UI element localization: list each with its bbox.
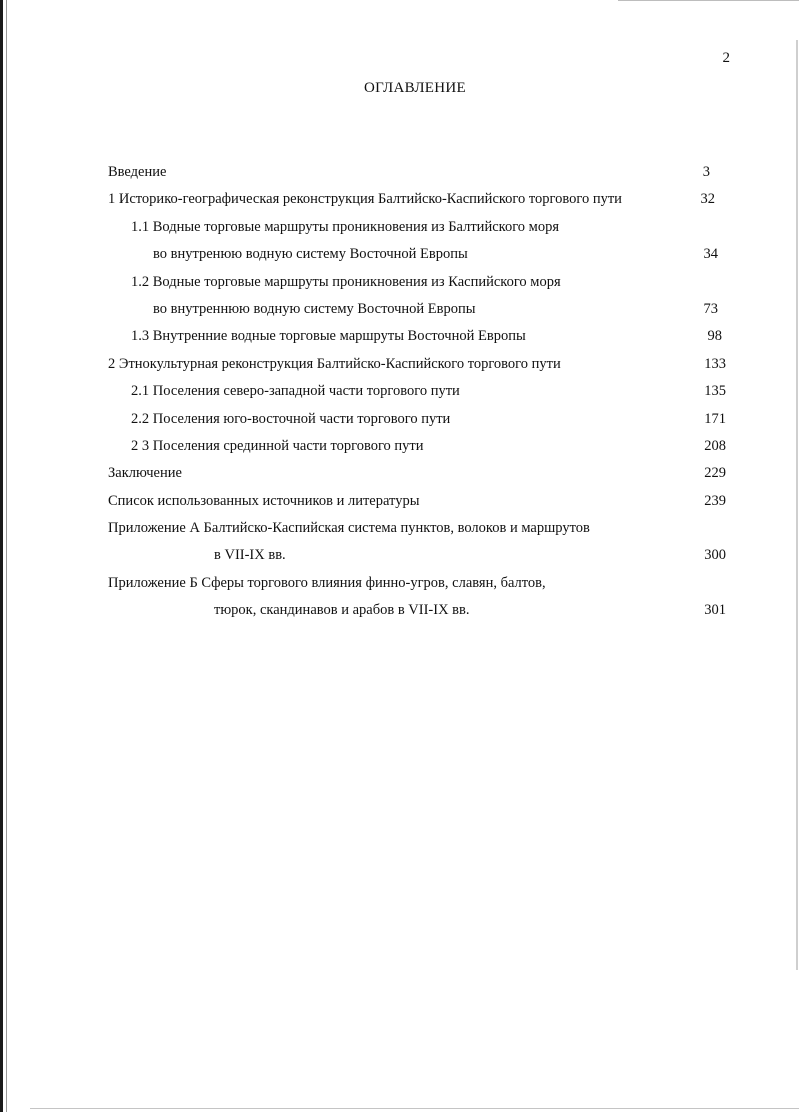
toc-row-appendix-b	[0, 575, 799, 602]
scan-edge-top	[618, 0, 799, 1]
toc-entry-text: Заключение	[108, 465, 182, 482]
toc-row-chapter-2	[0, 356, 799, 383]
toc-entry-text: 2.2 Поселения юго-восточной части торгового пути	[131, 410, 451, 427]
toc-row-introduction	[0, 164, 799, 191]
toc-row-section-2-2	[0, 411, 799, 438]
toc-entry-text: 2 3 Поселения срединной части торгового пути	[131, 437, 424, 454]
toc-row-appendix-a-cont	[0, 547, 799, 574]
page-number: 2	[722, 50, 730, 66]
toc-page-number: 229	[704, 465, 726, 482]
toc-row-appendix-b-cont	[0, 602, 799, 629]
toc-row-appendix-a	[0, 520, 799, 547]
table-of-contents	[0, 164, 799, 630]
toc-entry-text: 2 Этнокультурная реконструкция Балтийско-Каспийского торгового пути	[108, 355, 561, 372]
toc-page-number: 133	[704, 355, 726, 372]
toc-page-number: 301	[704, 602, 726, 619]
toc-entry-text: Введение	[108, 164, 167, 180]
toc-entry-text: 2.1 Поселения северо-западной части торгового пути	[131, 383, 460, 400]
toc-page-number: 32	[700, 191, 715, 208]
toc-page-number: 3	[702, 164, 710, 180]
toc-row-section-1-1	[0, 219, 799, 246]
toc-row-section-1-1-cont	[0, 246, 799, 273]
toc-row-section-1-2	[0, 274, 799, 301]
toc-row-section-1-3	[0, 328, 799, 355]
page-title: ОГЛАВЛЕНИЕ	[364, 80, 466, 96]
toc-page-number: 34	[703, 246, 718, 263]
toc-page-number: 208	[704, 437, 726, 454]
toc-row-conclusion	[0, 465, 799, 492]
toc-entry-text: Список использованных источников и литературы	[108, 492, 420, 509]
toc-entry-text: 1.3 Внутренние водные торговые маршруты Восточной Европы	[131, 328, 526, 345]
toc-row-section-2-1	[0, 383, 799, 410]
toc-row-chapter-1	[0, 191, 799, 218]
toc-page-number: 300	[704, 547, 726, 564]
scan-edge-bottom	[30, 1108, 799, 1109]
toc-row-section-1-2-cont	[0, 301, 799, 328]
toc-row-section-2-3	[0, 438, 799, 465]
toc-entry-text: во внутреннюю водную систему Восточной Европы	[153, 300, 476, 317]
toc-entry-text: в VII-IX вв.	[214, 547, 286, 564]
toc-entry-text: Приложение Б Сферы торгового влияния финно-угров, славян, балтов,	[108, 574, 546, 591]
toc-page-number: 98	[707, 328, 722, 345]
toc-entry-text: 1 Историко-географическая реконструкция Балтийско-Каспийского торгового пути	[108, 191, 622, 208]
toc-page-number: 171	[704, 410, 726, 427]
toc-entry-text: 1.1 Водные торговые маршруты проникновения из Балтийского моря	[131, 218, 560, 235]
toc-entry-text: Приложение А Балтийско-Каспийская система пунктов, волоков и маршрутов	[108, 520, 590, 537]
toc-row-bibliography	[0, 493, 799, 520]
toc-page-number: 239	[704, 492, 726, 509]
toc-entry-text: тюрок, скандинавов и арабов в VII-IX вв.	[214, 602, 470, 619]
toc-entry-text: 1.2 Водные торговые маршруты проникновения из Каспийского моря	[131, 273, 561, 290]
toc-page-number: 73	[703, 300, 718, 317]
toc-page-number: 135	[704, 383, 726, 400]
toc-entry-text: во внутренюю водную систему Восточной Европы	[153, 246, 468, 263]
